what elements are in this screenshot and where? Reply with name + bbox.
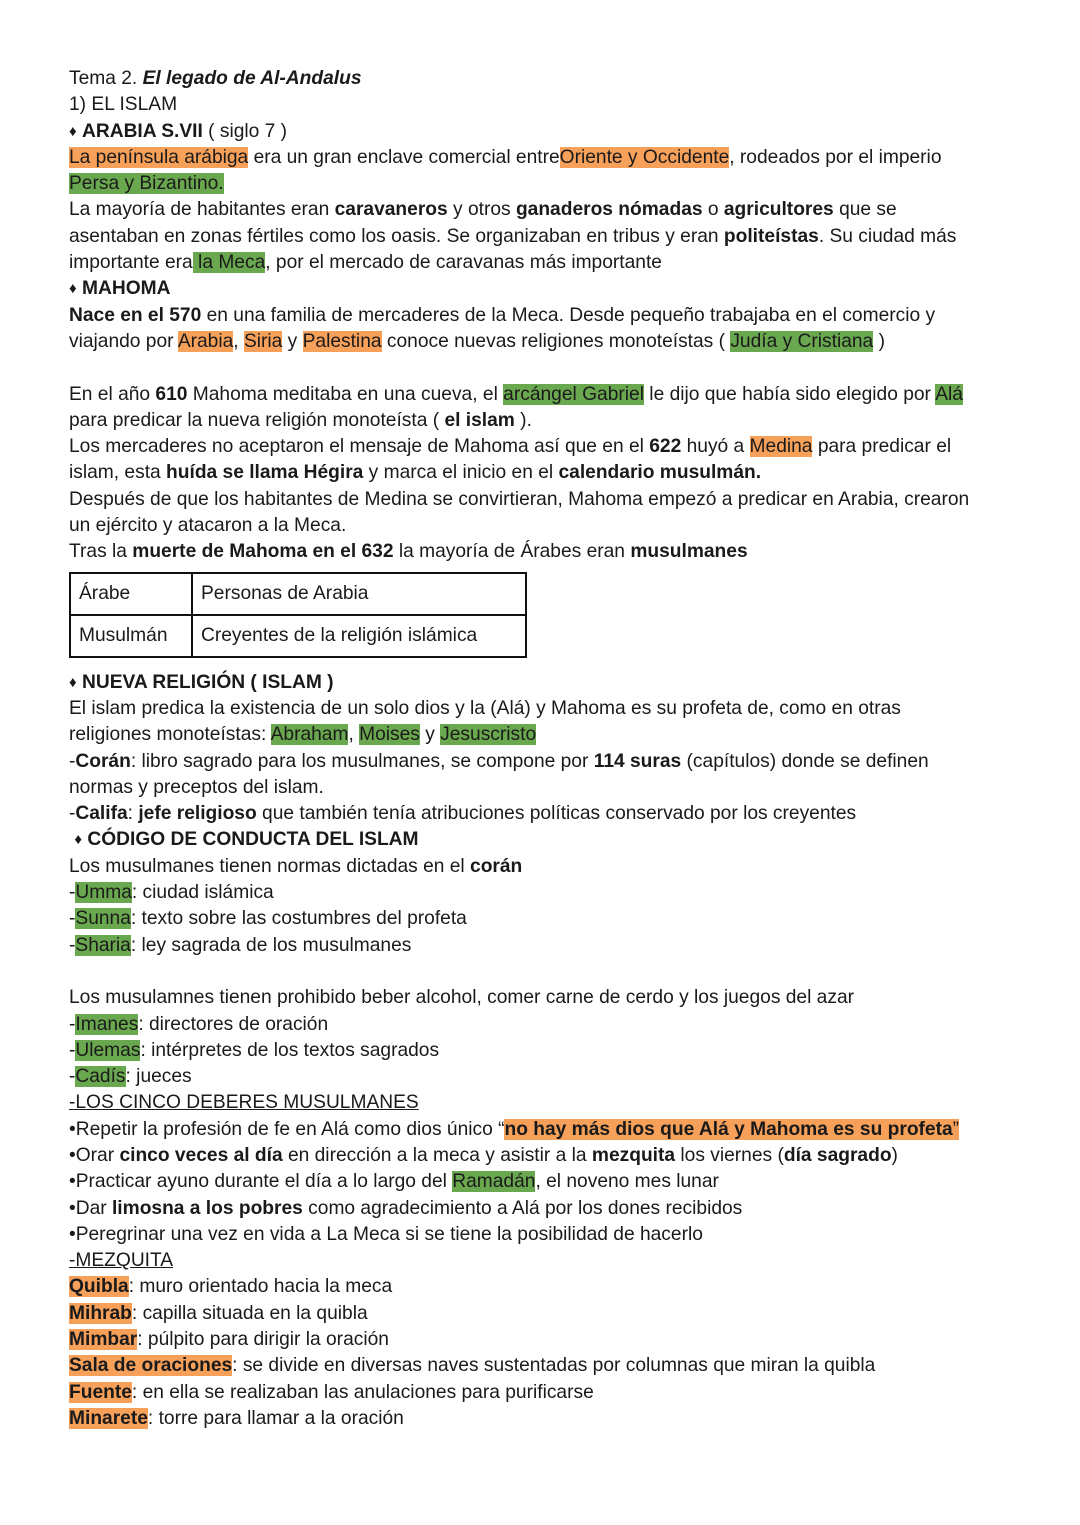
heading-mahoma: ♦ MAHOMA <box>69 278 171 300</box>
mahoma-paragraph-line: Los mercaderes no aceptaron el mensaje de Mahoma así que en el 622 huyó a Medina para predicar el <box>69 436 952 458</box>
list-item: Fuente: en ella se realizaban las anulaciones para purificarse <box>69 1381 594 1403</box>
list-item: •Peregrinar una vez en vida a La Meca si se tiene la posibilidad de hacerlo <box>69 1223 703 1245</box>
heading-cinco-deberes: -LOS CINCO DEBERES MUSULMANES <box>69 1092 419 1114</box>
prohibitions-text: Los musulamnes tienen prohibido beber alcohol, comer carne de cerdo y los juegos del azar <box>69 987 855 1009</box>
mahoma-paragraph-line: para predicar la nueva religión monoteísta ( el islam ). <box>69 409 532 431</box>
mahoma-paragraph-line: un ejército y atacaron a la Meca. <box>69 515 347 537</box>
table-row <box>70 615 526 657</box>
diamond-bullet-icon: ♦ <box>69 122 77 140</box>
arabia-paragraph-line: importante era la Meca, por el mercado de caravanas más importante <box>69 252 662 274</box>
list-item: •Practicar ayuno durante el día a lo largo del Ramadán, el noveno mes lunar <box>69 1171 719 1193</box>
list-item: Quibla: muro orientado hacia la meca <box>69 1276 393 1298</box>
list-item: Mimbar: púlpito para dirigir la oración <box>69 1329 389 1351</box>
list-item: •Dar limosna a los pobres como agradecimiento a Alá por los dones recibidos <box>69 1197 743 1219</box>
mahoma-paragraph-line: Nace en el 570 en una familia de mercaderes de la Meca. Desde pequeño trabajaba en el comercio y <box>69 304 936 326</box>
arabia-paragraph-line: Persa y Bizantino. <box>69 173 224 195</box>
arabia-paragraph-line: La mayoría de habitantes eran caravaneros y otros ganaderos nómadas o agricultores que se <box>69 199 897 221</box>
document-title: Tema 2. El legado de Al-Andalus <box>69 68 362 89</box>
heading-nueva-religion: ♦ NUEVA RELIGIÓN ( ISLAM ) <box>69 671 334 693</box>
list-item: •Orar cinco veces al día en dirección a la meca y asistir a la mezquita los viernes (día sagrado) <box>69 1144 898 1166</box>
codigo-intro: Los musulmanes tienen normas dictadas en el corán <box>69 855 523 877</box>
coran-definition: normas y preceptos del islam. <box>69 776 324 798</box>
list-item: -Ulemas: intérpretes de los textos sagrados <box>69 1039 440 1061</box>
list-item: Mihrab: capilla situada en la quibla <box>69 1302 368 1324</box>
list-item: -Sharia: ley sagrada de los musulmanes <box>69 934 412 956</box>
diamond-bullet-icon: ♦ <box>69 673 77 691</box>
table-cell-definition: Personas de Arabia <box>192 573 526 615</box>
list-item: -Imanes: directores de oración <box>69 1013 329 1035</box>
list-item: -Umma: ciudad islámica <box>69 882 274 904</box>
arabia-paragraph-line: asentaban en zonas fértiles como los oasis. Se organizaban en tribus y eran politeístas. Su ciudad más <box>69 225 957 247</box>
section-heading-islam: 1) EL ISLAM <box>69 94 178 116</box>
mahoma-paragraph-line: Tras la muerte de Mahoma en el 632 la mayoría de Árabes eran musulmanes <box>69 541 748 563</box>
table-cell-definition: Creyentes de la religión islámica <box>192 615 526 657</box>
religion-paragraph-line: religiones monoteístas: Abraham, Moises y Jesuscristo <box>69 724 537 746</box>
heading-codigo-conducta: ♦ CÓDIGO DE CONDUCTA DEL ISLAM <box>74 829 419 851</box>
heading-mezquita: -MEZQUITA <box>69 1250 174 1272</box>
diamond-bullet-icon: ♦ <box>69 280 77 298</box>
arabia-paragraph-line: La península arábiga era un gran enclave comercial entreOriente y Occidente, rodeados por el imperio <box>69 146 942 168</box>
mahoma-paragraph-line: islam, esta huída se llama Hégira y marca el inicio en el calendario musulmán. <box>69 462 762 484</box>
heading-arabia: ♦ ARABIA S.VII ( siglo 7 ) <box>69 120 288 142</box>
table-cell-term: Musulmán <box>70 615 192 657</box>
list-item: Sala de oraciones: se divide en diversas naves sustentadas por columnas que miran la quibla <box>69 1355 876 1377</box>
mahoma-paragraph-line: Después de que los habitantes de Medina se convirtieran, Mahoma empezó a predicar en Arabia, crearon <box>69 488 970 510</box>
document <box>69 66 1019 1432</box>
table-row <box>70 573 526 615</box>
califa-definition: -Califa: jefe religioso que también tenía atribuciones políticas conservado por los creyentes <box>69 803 857 825</box>
religion-paragraph-line: El islam predica la existencia de un solo dios y la (Alá) y Mahoma es su profeta de, como en otras <box>69 697 901 719</box>
list-item: •Repetir la profesión de fe en Alá como dios único “no hay más dios que Alá y Mahoma es su profeta” <box>69 1118 960 1140</box>
list-item: -Sunna: texto sobre las costumbres del profeta <box>69 908 467 930</box>
table-cell-term: Árabe <box>70 573 192 615</box>
definitions-table <box>69 572 527 658</box>
list-item: Minarete: torre para llamar a la oración <box>69 1407 404 1429</box>
list-item: -Cadís: jueces <box>69 1066 192 1088</box>
mahoma-paragraph-line: En el año 610 Mahoma meditaba en una cueva, el arcángel Gabriel le dijo que había sido elegido por Alá <box>69 383 963 405</box>
coran-definition: -Corán: libro sagrado para los musulmanes, se compone por 114 suras (capítulos) donde se definen <box>69 750 929 772</box>
diamond-bullet-icon: ♦ <box>74 831 82 849</box>
mahoma-paragraph-line: viajando por Arabia, Siria y Palestina conoce nuevas religiones monoteístas ( Judía y Cristiana ) <box>69 330 885 352</box>
